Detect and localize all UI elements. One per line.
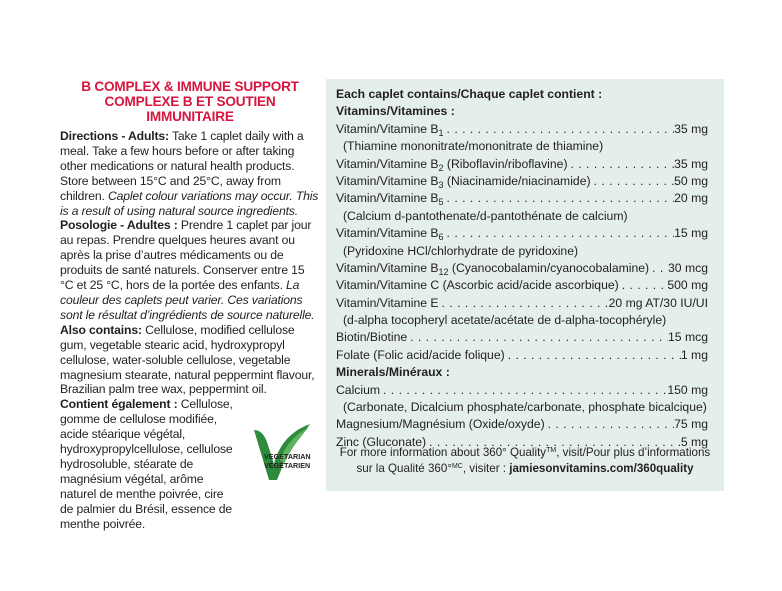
ingredient-label	[336, 382, 380, 399]
ingredient-amount: 30 mcg	[668, 260, 708, 275]
posologie-italic: La couleur des caplets peut varier. Ces variations sont le résultat d’ingrédients de source naturelle.	[60, 278, 315, 322]
ingredient-name: Vitamin/Vitamine B	[336, 191, 439, 206]
dot-leader	[407, 329, 668, 346]
contient-label: Contient également :	[60, 397, 178, 412]
title-french: COMPLEXE B ET SOUTIEN IMMUNITAIRE	[104, 94, 276, 124]
ingredient-label	[336, 416, 545, 433]
dot-leader	[568, 156, 675, 173]
ingredient-row	[336, 329, 708, 346]
footer-url[interactable]: jamiesonvitamins.com/360quality	[509, 461, 694, 475]
ingredient-name: (Calcium d-pantothenate/d-pantothénate de calcium)	[343, 208, 628, 223]
dot-leader	[649, 260, 668, 277]
ingredient-label	[336, 173, 591, 190]
ingredient-name: Vitamin/Vitamine B	[336, 173, 439, 188]
ingredient-source: (Cyanocobalamin/cyanocobalamine)	[448, 260, 650, 275]
ingredient-subscript: 3	[438, 179, 444, 190]
ingredient-amount: 20 mg	[674, 191, 708, 206]
directions-label: Directions - Adults:	[60, 129, 169, 143]
dot-leader	[505, 347, 681, 364]
ingredient-row	[336, 295, 708, 312]
ingredient-amount: 75 mg	[674, 417, 708, 432]
ingredient-amount: 35 mg	[674, 156, 708, 171]
panel-heading: Each caplet contains/Chaque caplet contient :	[336, 87, 603, 101]
vitamin-rows	[336, 121, 708, 364]
dot-leader	[444, 190, 675, 207]
ingredient-name: Magnesium/Magnésium (Oxide/oxyde)	[336, 417, 545, 432]
mc-mark: MC	[451, 462, 463, 470]
ingredient-name: Folate (Folic acid/acide folique)	[336, 347, 505, 362]
ingredient-label	[336, 225, 444, 242]
ingredient-label	[336, 190, 444, 207]
directions-paragraph	[60, 129, 320, 218]
ingredient-note	[336, 312, 708, 329]
ingredient-amount: 15 mcg	[668, 330, 708, 345]
ingredient-row	[336, 260, 708, 277]
dot-leader	[439, 295, 609, 312]
ingredient-row	[336, 225, 708, 242]
also-contains-paragraph	[60, 323, 320, 398]
ingredient-amount: 20 mg AT/30 IU/UI	[608, 295, 708, 310]
ingredient-label	[336, 329, 407, 346]
dot-leader	[545, 416, 674, 433]
ingredient-name: Vitamin/Vitamine B	[336, 121, 439, 136]
vegetarian-label	[264, 453, 311, 470]
ingredient-subscript: 2	[438, 162, 444, 173]
ingredient-name: Zinc (Gluconate)	[336, 434, 427, 449]
minerals-heading: Minerals/Minéraux :	[336, 365, 450, 380]
ingredient-name: Vitamin/Vitamine B	[336, 156, 439, 171]
ingredient-row	[336, 416, 708, 433]
ingredient-amount: 50 mg	[674, 173, 708, 188]
dot-leader	[380, 382, 667, 399]
ingredient-label	[343, 208, 628, 225]
dot-leader	[619, 277, 668, 294]
ingredient-row	[336, 190, 708, 207]
ingredient-subscript: 12	[438, 266, 449, 277]
footer-text-b: , visit/Pour plus d’informations	[556, 446, 711, 459]
ingredient-subscript: 6	[438, 232, 444, 243]
ingredient-name: (Pyridoxine HCl/chlorhydrate de pyridoxine)	[343, 243, 579, 258]
ingredient-row	[336, 121, 708, 138]
ingredient-label	[336, 121, 444, 138]
dot-leader	[591, 173, 675, 190]
ingredient-amount: 500 mg	[667, 278, 708, 293]
ingredient-name: Vitamin/Vitamine B	[336, 226, 439, 241]
ingredient-name: Vitamin/Vitamine B	[336, 260, 439, 275]
ingredient-name: Calcium	[336, 382, 381, 397]
ingredient-note	[336, 399, 708, 416]
vegetarian-fr: VÉGÉTARIEN	[264, 460, 311, 470]
ingredient-source: (Riboflavin/riboflavine)	[443, 156, 568, 171]
dot-leader	[444, 225, 675, 242]
quality-footer	[326, 445, 724, 476]
ingredient-row	[336, 347, 708, 364]
contient-text: Cellulose, gomme de cellulose modifiée, acide stéarique végétal, hydroxypropylcellulose, cellulose hydrosoluble, stéarate de magnésium végétal, arôme naturel de menthe poivrée, cire de palmier du Brésil, essence de menthe poivrée.	[60, 397, 233, 531]
ingredient-row	[336, 173, 708, 190]
footer-line-1	[326, 445, 724, 461]
ingredient-amount: 1 mg	[680, 347, 708, 362]
ingredient-amount: 35 mg	[674, 121, 708, 136]
footer-text-a: For more information about 360° Quality	[339, 446, 547, 459]
ingredient-name: Biotin/Biotine	[336, 330, 408, 345]
ingredient-row	[336, 156, 708, 173]
title-english: B COMPLEX & IMMUNE SUPPORT	[81, 79, 299, 94]
ingredients-panel	[326, 79, 724, 491]
contient-paragraph	[60, 397, 238, 531]
posologie-text: Prendre 1 caplet par jour au repas. Prendre quelques heures avant ou après la prise d’autres médicaments ou de produits de santé naturels. Conserver entre 15 °C et 25 °C, hors de la portée des enfants.	[60, 218, 312, 293]
trademark-mark: TM	[546, 447, 557, 454]
footer-text-c: sur la Qualité 360°	[356, 461, 452, 475]
ingredient-source: (Niacinamide/niacinamide)	[443, 173, 591, 188]
ingredient-label	[336, 295, 439, 312]
ingredient-amount: 15 mg	[674, 226, 708, 241]
dot-leader	[444, 121, 675, 138]
directions-text: Take 1 caplet daily with a meal. Take a few hours before or after taking other medications or natural health products. Store between 15°C and 25°C, away from children.	[60, 129, 304, 203]
ingredient-name: (Thiamine mononitrate/mononitrate de thiamine)	[343, 139, 604, 154]
also-contains-label: Also contains:	[60, 322, 142, 337]
ingredient-row	[336, 277, 708, 294]
ingredient-label	[343, 399, 707, 416]
ingredient-name: Vitamin/Vitamine C (Ascorbic acid/acide ascorbique)	[336, 278, 619, 293]
ingredient-note	[336, 208, 708, 225]
ingredient-label	[336, 156, 568, 173]
also-contains-text: Cellulose, modified cellulose gum, vegetable stearic acid, hydroxypropyl cellulose, water-soluble cellulose, vegetable magnesium stearate, natural peppermint flavour, Brazilian palm tree wax, peppermint oil.	[60, 322, 315, 397]
ingredient-row	[336, 382, 708, 399]
posologie-label: Posologie - Adultes :	[60, 218, 178, 233]
vitamins-heading: Vitamins/Vitamines :	[336, 104, 455, 119]
ingredient-label	[336, 277, 619, 294]
ingredients-list	[336, 86, 708, 451]
ingredient-subscript: 5	[438, 197, 444, 208]
directions-italic: Caplet colour variations may occur. This is a result of using natural source ingredients.	[60, 188, 319, 218]
ingredient-name: (Carbonate, Dicalcium phosphate/carbonate, phosphate bicalcique)	[343, 400, 707, 415]
ingredient-note	[336, 138, 708, 155]
ingredient-name: (d-alpha tocopheryl acetate/acétate de d-alpha-tocophéryle)	[343, 313, 667, 328]
ingredient-note	[336, 243, 708, 260]
ingredient-amount: 5 mg	[680, 434, 708, 449]
ingredient-label	[336, 347, 505, 364]
ingredient-name: Vitamin/Vitamine E	[336, 295, 439, 310]
ingredient-subscript: 1	[438, 127, 444, 138]
ingredient-label	[343, 243, 578, 260]
ingredient-amount: 150 mg	[667, 382, 708, 397]
footer-text-d: , visiter :	[462, 461, 510, 475]
mineral-rows	[336, 382, 708, 452]
ingredient-label	[343, 312, 666, 329]
footer-line-2	[326, 461, 724, 477]
vegetarian-en: VEGETARIAN	[264, 452, 311, 461]
ingredient-label	[336, 260, 649, 277]
ingredient-label	[343, 138, 603, 155]
posologie-paragraph	[60, 218, 320, 322]
